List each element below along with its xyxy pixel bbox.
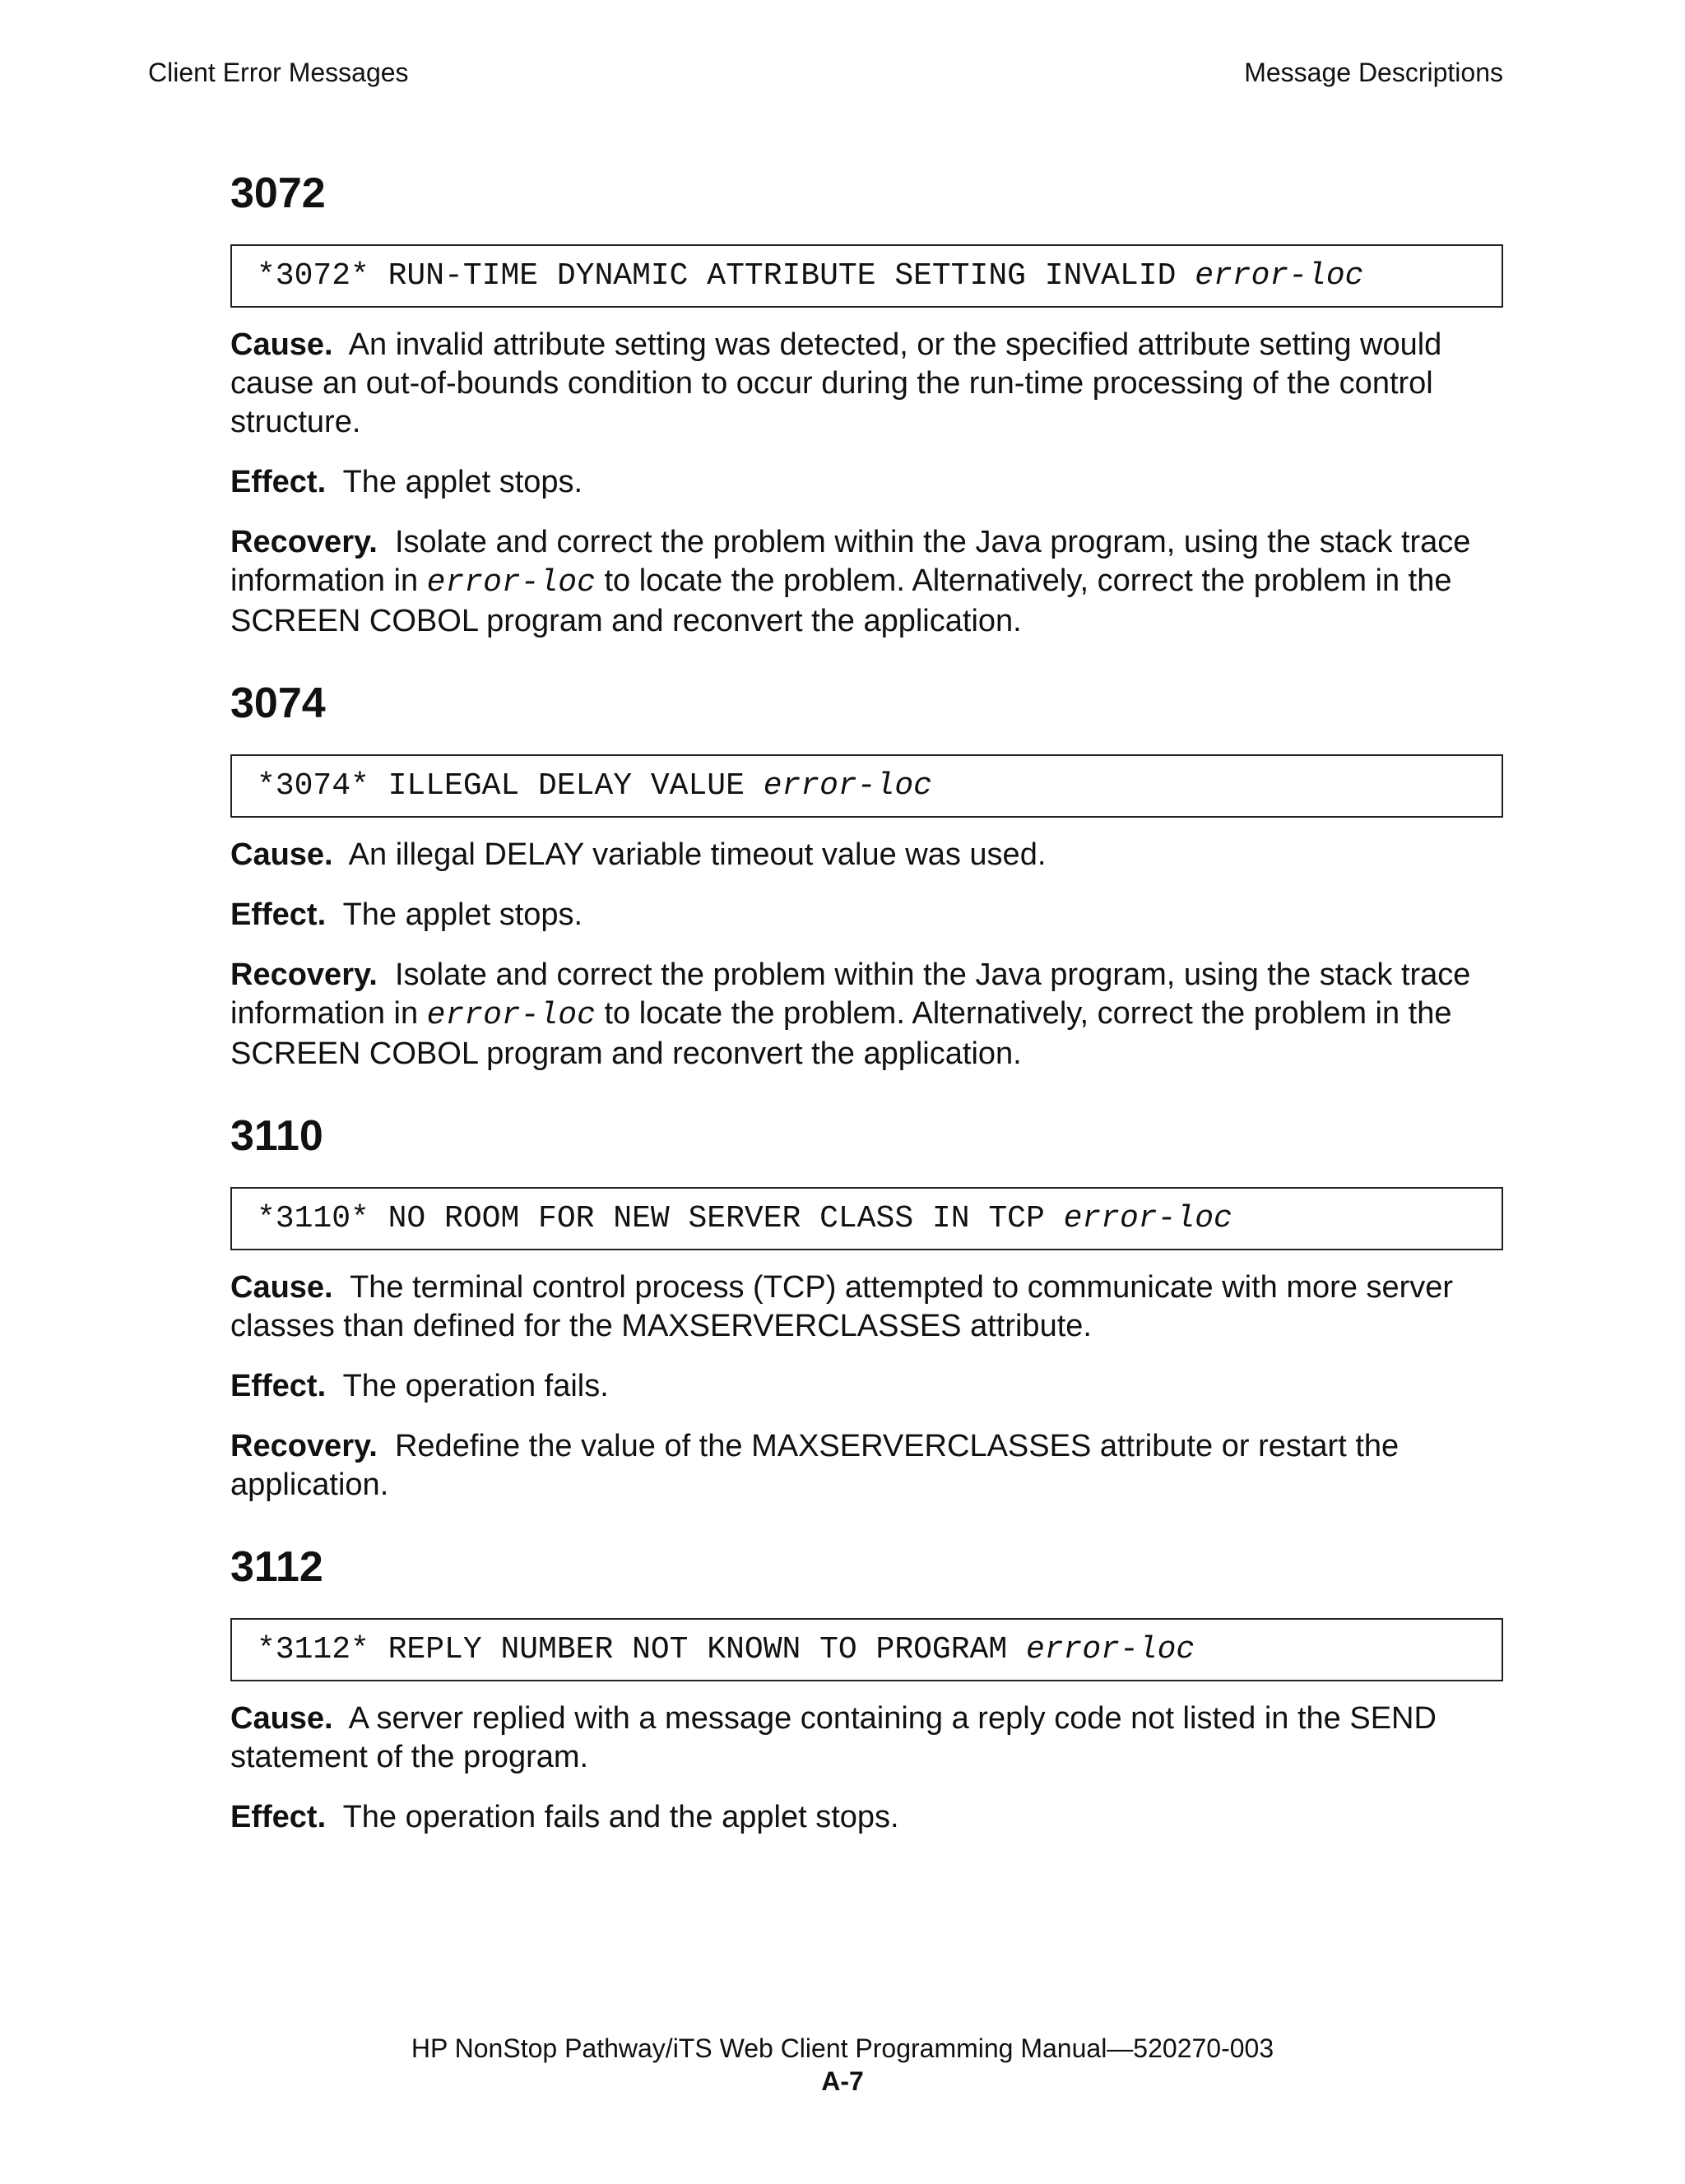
message-text: *3110* NO ROOM FOR NEW SERVER CLASS IN TCP bbox=[257, 1201, 1064, 1236]
manual-title: HP NonStop Pathway/iTS Web Client Programming Manual—520270-003 bbox=[411, 2033, 1274, 2063]
recovery-label: Recovery. bbox=[230, 525, 378, 559]
recovery-paragraph bbox=[230, 1427, 1503, 1505]
page-number: A-7 bbox=[821, 2066, 864, 2096]
effect-paragraph bbox=[230, 1798, 1503, 1837]
header-right: Message Descriptions bbox=[1244, 58, 1503, 87]
recovery-text: Redefine the value of the MAXSERVERCLASSES attribute or restart the application. bbox=[230, 1429, 1400, 1502]
cause-paragraph bbox=[230, 1699, 1503, 1777]
effect-text: The operation fails and the applet stops. bbox=[342, 1800, 899, 1834]
cause-label: Cause. bbox=[230, 1270, 333, 1305]
message-section-3112 bbox=[230, 1542, 1503, 1837]
message-number: 3110 bbox=[230, 1112, 323, 1160]
cause-label: Cause. bbox=[230, 837, 333, 872]
recovery-paragraph bbox=[230, 956, 1503, 1073]
effect-label: Effect. bbox=[230, 1369, 327, 1403]
recovery-text-continued: to locate the problem. Alternatively, correct the problem in the SCREEN COBOL program and reconvert the application. bbox=[230, 996, 1452, 1071]
recovery-paragraph bbox=[230, 523, 1503, 641]
cause-paragraph bbox=[230, 326, 1503, 442]
message-variable: error-loc bbox=[1063, 1201, 1232, 1236]
effect-text: The applet stops. bbox=[342, 897, 583, 932]
recovery-text-continued: to locate the problem. Alternatively, correct the problem in the SCREEN COBOL program and reconvert the application. bbox=[230, 563, 1452, 638]
message-number: 3072 bbox=[230, 169, 326, 217]
effect-paragraph bbox=[230, 896, 1503, 934]
cause-text: A server replied with a message containing a reply code not listed in the SEND statement of the program. bbox=[230, 1701, 1437, 1774]
message-text-box bbox=[230, 1618, 1503, 1681]
cause-label: Cause. bbox=[230, 1701, 333, 1736]
cause-text: An invalid attribute setting was detected, or the specified attribute setting would cause an out-of-bounds condition to occur during the run-time processing of the control structure. bbox=[230, 327, 1442, 439]
effect-label: Effect. bbox=[230, 1800, 327, 1834]
recovery-label: Recovery. bbox=[230, 958, 378, 992]
cause-paragraph bbox=[230, 836, 1503, 874]
message-text-box bbox=[230, 754, 1503, 818]
cause-text: An illegal DELAY variable timeout value was used. bbox=[348, 837, 1047, 872]
message-variable: error-loc bbox=[763, 768, 932, 804]
message-text-box bbox=[230, 1187, 1503, 1250]
message-number: 3112 bbox=[230, 1543, 323, 1591]
effect-paragraph bbox=[230, 1367, 1503, 1406]
effect-text: The operation fails. bbox=[342, 1369, 609, 1403]
message-number: 3074 bbox=[230, 679, 326, 727]
running-header bbox=[148, 56, 1503, 89]
effect-label: Effect. bbox=[230, 465, 327, 499]
effect-paragraph bbox=[230, 463, 1503, 502]
message-section-3072 bbox=[230, 169, 1503, 641]
message-list bbox=[230, 169, 1503, 1875]
recovery-text: Isolate and correct the problem within the Java program, using the stack trace information in bbox=[230, 958, 1471, 1031]
message-text: *3074* ILLEGAL DELAY VALUE bbox=[257, 768, 764, 804]
recovery-label: Recovery. bbox=[230, 1429, 378, 1463]
effect-text: The applet stops. bbox=[342, 465, 583, 499]
message-text-box bbox=[230, 244, 1503, 308]
effect-label: Effect. bbox=[230, 897, 327, 932]
recovery-text: Isolate and correct the problem within the Java program, using the stack trace information in bbox=[230, 525, 1471, 598]
cause-paragraph bbox=[230, 1268, 1503, 1346]
recovery-variable: error-loc bbox=[426, 565, 596, 600]
message-section-3110 bbox=[230, 1111, 1503, 1505]
recovery-variable: error-loc bbox=[426, 998, 596, 1033]
header-left: Client Error Messages bbox=[148, 58, 409, 87]
message-section-3074 bbox=[230, 679, 1503, 1073]
page-footer bbox=[0, 2032, 1685, 2098]
message-text: *3112* REPLY NUMBER NOT KNOWN TO PROGRAM bbox=[257, 1632, 1026, 1667]
message-variable: error-loc bbox=[1195, 258, 1364, 294]
message-variable: error-loc bbox=[1025, 1632, 1195, 1667]
message-text: *3072* RUN-TIME DYNAMIC ATTRIBUTE SETTING INVALID bbox=[257, 258, 1195, 294]
cause-text: The terminal control process (TCP) attempted to communicate with more server classes than defined for the MAXSERVERCLASSES attribute. bbox=[230, 1270, 1454, 1343]
cause-label: Cause. bbox=[230, 327, 333, 362]
